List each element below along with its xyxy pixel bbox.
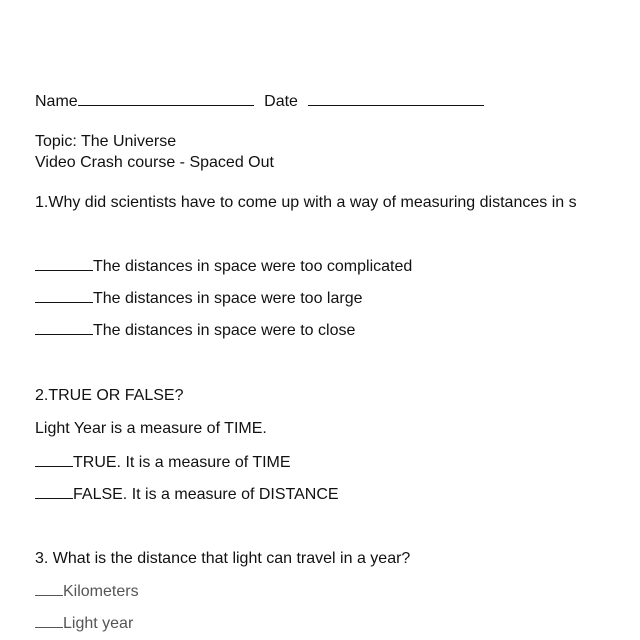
answer-blank[interactable] <box>35 452 73 467</box>
q2-option-1 <box>35 452 291 473</box>
answer-blank[interactable] <box>35 484 73 499</box>
answer-blank[interactable] <box>35 581 63 596</box>
q2-option-2 <box>35 484 339 505</box>
q1-option-3-text: The distances in space were to close <box>93 322 356 339</box>
q1-option-2-text: The distances in space were too large <box>93 290 363 307</box>
question-2-title: 2.TRUE OR FALSE? <box>35 387 184 404</box>
name-blank[interactable] <box>78 91 254 106</box>
answer-blank[interactable] <box>35 613 63 628</box>
q1-option-1 <box>35 256 412 277</box>
q1-option-2 <box>35 288 362 309</box>
date-blank[interactable] <box>308 91 484 106</box>
date-label: Date <box>264 93 298 110</box>
name-date-row <box>35 91 484 112</box>
q3-option-2 <box>35 613 133 634</box>
question-1: 1.Why did scientists have to come up with a way of measuring distances in s <box>35 194 577 211</box>
topic-title: Topic: The Universe <box>35 133 177 150</box>
topic-subtitle: Video Crash course - Spaced Out <box>35 154 274 171</box>
q2-option-2-text: FALSE. It is a measure of DISTANCE <box>73 486 339 503</box>
question-2-statement: Light Year is a measure of TIME. <box>35 420 267 437</box>
name-label: Name <box>35 93 78 110</box>
q1-option-3 <box>35 320 355 341</box>
answer-blank[interactable] <box>35 256 93 271</box>
q2-option-1-text: TRUE. It is a measure of TIME <box>73 454 291 471</box>
q1-option-1-text: The distances in space were too complicated <box>93 258 413 275</box>
question-3: 3. What is the distance that light can travel in a year? <box>35 550 411 567</box>
answer-blank[interactable] <box>35 320 93 335</box>
q3-option-1-text: Kilometers <box>63 583 139 600</box>
q3-option-1 <box>35 581 139 602</box>
q3-option-2-text: Light year <box>63 615 134 632</box>
answer-blank[interactable] <box>35 288 93 303</box>
